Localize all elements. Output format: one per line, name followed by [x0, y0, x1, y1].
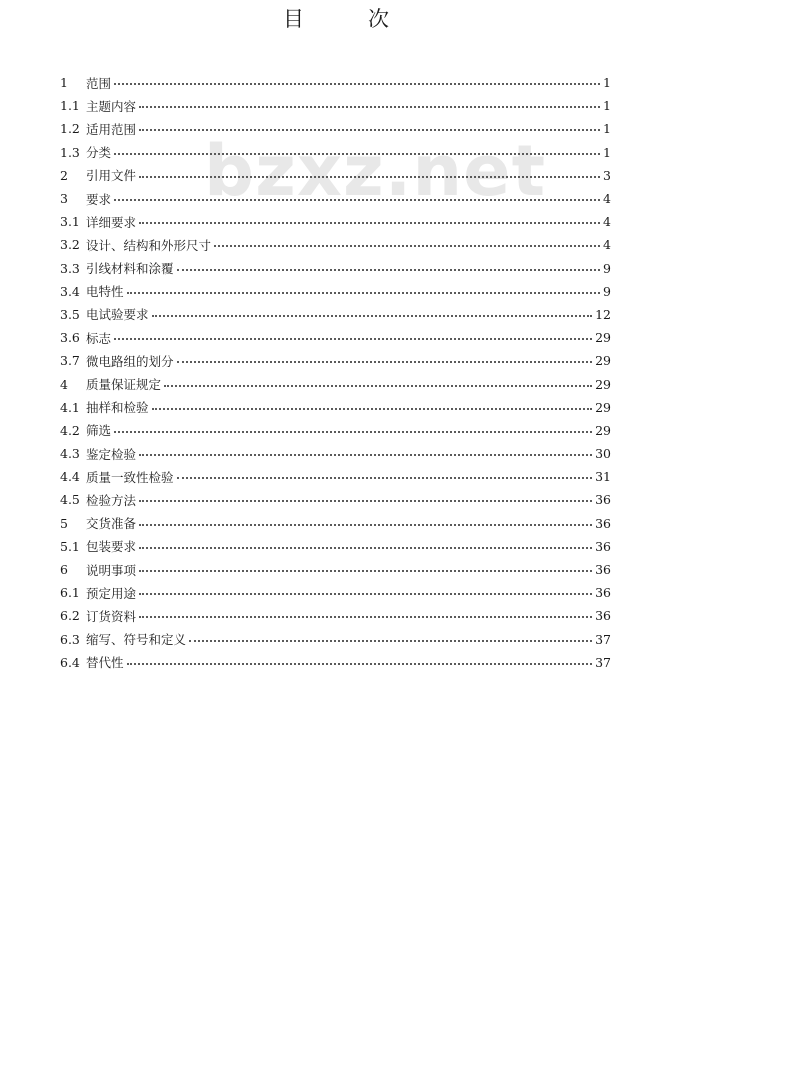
toc-entry-label: 微电路组的划分	[86, 353, 174, 369]
toc-entry-number: 4	[60, 376, 68, 392]
toc-dot-leader	[127, 662, 593, 665]
toc-entry-page-number: 36	[595, 492, 611, 508]
toc-entry-label: 适用范围	[86, 121, 137, 137]
toc-entry-page-number: 1	[603, 75, 611, 91]
toc-entry-number: 4.3	[60, 446, 80, 462]
toc-entry-page-number: 3	[603, 167, 611, 183]
toc-entry-label: 质量保证规定	[86, 377, 162, 393]
toc-entry-page-number: 1	[603, 144, 611, 160]
toc-dot-leader	[189, 639, 592, 642]
toc-entry[interactable]	[60, 372, 611, 395]
toc-entry-page-number: 29	[595, 399, 611, 415]
toc-entry[interactable]	[60, 210, 611, 233]
toc-entry-label: 筛选	[86, 423, 112, 439]
toc-entry[interactable]	[60, 604, 611, 627]
toc-entry-page-number: 36	[595, 515, 611, 531]
toc-entry-number: 4.4	[60, 469, 80, 485]
toc-entry-page-number: 36	[595, 562, 611, 578]
toc-entry-number: 4.5	[60, 492, 80, 508]
toc-entry-label: 鉴定检验	[86, 446, 137, 462]
toc-entry-label: 替代性	[86, 655, 124, 671]
toc-entry-page-number: 36	[595, 608, 611, 624]
toc-dot-leader	[139, 453, 592, 456]
toc-entry-number: 3.1	[60, 214, 80, 230]
toc-entry[interactable]	[60, 164, 611, 187]
toc-entry-number: 3.5	[60, 306, 80, 322]
toc-entry[interactable]	[60, 233, 611, 256]
toc-dot-leader	[139, 175, 600, 178]
toc-dot-leader	[139, 546, 592, 549]
toc-entry-page-number: 4	[603, 237, 611, 253]
toc-entry[interactable]	[60, 280, 611, 303]
title-char: 目	[283, 7, 304, 31]
toc-entry-label: 标志	[86, 330, 112, 346]
toc-entry-label: 主题内容	[86, 98, 137, 114]
toc-entry-label: 分类	[86, 145, 112, 161]
toc-entry-page-number: 4	[603, 214, 611, 230]
toc-entry[interactable]	[60, 257, 611, 280]
toc-entry-number: 3.2	[60, 237, 80, 253]
toc-entry-label: 交货准备	[86, 516, 137, 532]
toc-entry-label: 详细要求	[86, 214, 137, 230]
toc-dot-leader	[139, 523, 592, 526]
toc-entry-number: 3.3	[60, 260, 80, 276]
toc-entry-number: 1.2	[60, 121, 80, 137]
toc-entry-number: 5	[60, 515, 68, 531]
toc-dot-leader	[139, 499, 592, 502]
toc-entry[interactable]	[60, 349, 611, 372]
toc-entry-number: 6.1	[60, 585, 80, 601]
toc-entry-number: 6.2	[60, 608, 80, 624]
toc-dot-leader	[214, 244, 600, 247]
toc-entry-page-number: 36	[595, 538, 611, 554]
toc-entry[interactable]	[60, 419, 611, 442]
toc-entry[interactable]	[60, 558, 611, 581]
toc-entry-label: 电试验要求	[86, 307, 149, 323]
toc-dot-leader	[114, 198, 600, 201]
toc-dot-leader	[127, 291, 601, 294]
toc-entry-label: 设计、结构和外形尺寸	[86, 237, 212, 253]
toc-dot-leader	[139, 221, 600, 224]
toc-entry-page-number: 9	[603, 260, 611, 276]
toc-entry-page-number: 36	[595, 585, 611, 601]
toc-entry-label: 包装要求	[86, 539, 137, 555]
toc-entry-label: 要求	[86, 191, 112, 207]
toc-entry-number: 6	[60, 562, 68, 578]
toc-entry-label: 电特性	[86, 284, 124, 300]
toc-entry-number: 3.6	[60, 330, 80, 346]
toc-entry[interactable]	[60, 628, 611, 651]
toc-entry[interactable]	[60, 488, 611, 511]
toc-entry-number: 1	[60, 75, 68, 91]
toc-entry[interactable]	[60, 465, 611, 488]
toc-dot-leader	[164, 384, 592, 387]
toc-entry-number: 6.3	[60, 631, 80, 647]
toc-entry[interactable]	[60, 442, 611, 465]
toc-dot-leader	[139, 615, 592, 618]
toc-entry-page-number: 29	[595, 376, 611, 392]
toc-entry-label: 质量一致性检验	[86, 469, 174, 485]
toc-entry-page-number: 1	[603, 98, 611, 114]
toc-dot-leader	[177, 360, 593, 363]
toc-entry[interactable]	[60, 396, 611, 419]
toc-entry-page-number: 9	[603, 283, 611, 299]
toc-entry-page-number: 30	[595, 446, 611, 462]
toc-entry-number: 4.1	[60, 399, 80, 415]
toc-entry-label: 引用文件	[86, 168, 137, 184]
toc-entry-number: 3	[60, 191, 68, 207]
toc-entry[interactable]	[60, 141, 611, 164]
title-char: 次	[368, 7, 389, 31]
toc-dot-leader	[114, 82, 600, 85]
toc-entry-number: 3.4	[60, 283, 80, 299]
toc-entry-number: 4.2	[60, 422, 80, 438]
toc-dot-leader	[139, 105, 600, 108]
toc-entry[interactable]	[60, 187, 611, 210]
toc-entry-page-number: 29	[595, 353, 611, 369]
toc-entry-page-number: 29	[595, 330, 611, 346]
toc-entry-page-number: 37	[595, 631, 611, 647]
toc-entry-page-number: 37	[595, 654, 611, 670]
toc-entry-number: 2	[60, 167, 68, 183]
toc-entry[interactable]	[60, 303, 611, 326]
toc-dot-leader	[139, 569, 592, 572]
toc-entry-page-number: 29	[595, 422, 611, 438]
toc-dot-leader	[152, 407, 593, 410]
toc-entry-number: 1.3	[60, 144, 80, 160]
toc-entry-label: 预定用途	[86, 585, 137, 601]
toc-entry-label: 引线材料和涂覆	[86, 261, 174, 277]
toc-entry-page-number: 12	[595, 306, 611, 322]
toc-entry-label: 检验方法	[86, 492, 137, 508]
toc-dot-leader	[114, 430, 592, 433]
toc-entry-label: 订货资料	[86, 608, 137, 624]
toc-entry-number: 1.1	[60, 98, 80, 114]
toc-entry-number: 5.1	[60, 538, 80, 554]
toc-entry[interactable]	[60, 535, 611, 558]
toc-dot-leader	[152, 314, 593, 317]
toc-entry-label: 说明事项	[86, 562, 137, 578]
toc-entry-page-number: 31	[595, 469, 611, 485]
toc-dot-leader	[114, 152, 600, 155]
toc-entry[interactable]	[60, 326, 611, 349]
toc-entry[interactable]	[60, 651, 611, 674]
toc-entry-page-number: 1	[603, 121, 611, 137]
toc-dot-leader	[139, 128, 600, 131]
watermark: bzxz.net	[204, 130, 547, 212]
toc-dot-leader	[177, 476, 593, 479]
toc-dot-leader	[177, 268, 601, 271]
toc-entry[interactable]	[60, 581, 611, 604]
toc-entry[interactable]	[60, 94, 611, 117]
toc-entry-page-number: 4	[603, 191, 611, 207]
toc-dot-leader	[139, 592, 592, 595]
toc-entry-number: 6.4	[60, 654, 80, 670]
toc-entry[interactable]	[60, 117, 611, 140]
toc-entry-label: 缩写、符号和定义	[86, 632, 187, 648]
toc-entry[interactable]	[60, 71, 611, 94]
toc-dot-leader	[114, 337, 592, 340]
toc-entry-label: 范围	[86, 75, 112, 91]
toc-entry-number: 3.7	[60, 353, 80, 369]
page-title	[0, 6, 800, 32]
table-of-contents	[60, 71, 611, 674]
toc-entry[interactable]	[60, 512, 611, 535]
toc-entry-label: 抽样和检验	[86, 400, 149, 416]
